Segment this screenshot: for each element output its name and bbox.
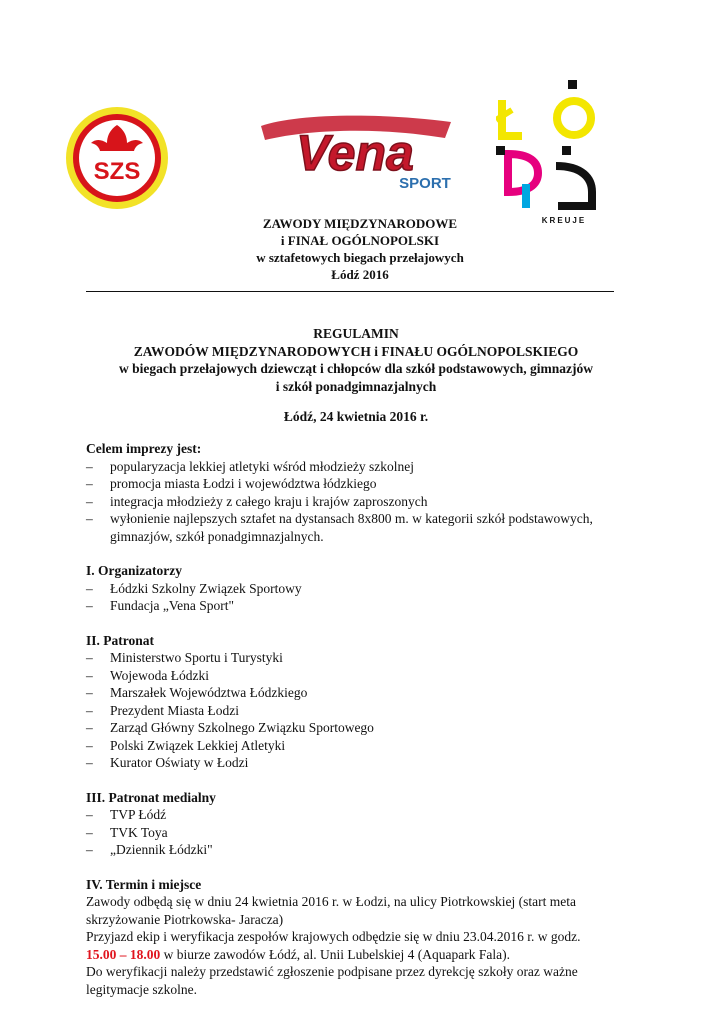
document-header — [150, 215, 570, 283]
list-item: – Łódzki Szkolny Związek Sportowy — [86, 580, 642, 598]
arrival-time: 15.00 – 18.00 — [86, 946, 161, 962]
document-body — [86, 440, 642, 998]
venue-heading: IV. Termin i miejsce — [86, 876, 202, 892]
header-line-3: w sztafetowych biegach przełajowych — [256, 250, 464, 265]
header-line-2: i FINAŁ OGÓLNOPOLSKI — [280, 233, 440, 248]
organizers-heading: I. Organizatorzy — [86, 563, 182, 578]
list-item: – Marszałek Województwa Łódzkiego — [86, 684, 642, 702]
list-item: – Zarząd Główny Szkolnego Związku Sportowego — [86, 719, 642, 737]
regulations-line-2: ZAWODÓW MIĘDZYNARODOWYCH i FINAŁU OGÓLNOPOLSKIEGO — [133, 343, 579, 359]
regulations-line-3: w biegach przełajowych dziewcząt i chłopców dla szkół podstawowych, gimnazjów — [119, 361, 593, 376]
patronage-list — [86, 649, 642, 772]
list-item: – Polski Związek Lekkiej Atletyki — [86, 737, 642, 755]
vena-logo-sub: SPORT — [399, 175, 451, 192]
goals-list — [86, 458, 642, 546]
arrival-text: Przyjazd ekip i weryfikacja zespołów krajowych odbędzie się w dniu 23.04.2016 r. w godz. — [86, 929, 581, 944]
venue-paragraph-2 — [86, 928, 642, 963]
list-item: – Prezydent Miasta Łodzi — [86, 702, 642, 720]
patronage-heading: II. Patronat — [86, 632, 155, 648]
organizers-list — [86, 580, 642, 615]
goals-heading: Celem imprezy jest: — [86, 441, 202, 456]
list-item: – Wojewoda Łódzki — [86, 667, 642, 685]
document-date: Łódź, 24 kwietnia 2016 r. — [283, 409, 429, 424]
list-item: – TVK Toya — [86, 824, 642, 842]
arrival-location: w biurze zawodów Łódź, al. Unii Lubelskiej 4 (Aquapark Fala). — [160, 946, 511, 962]
list-item: – integracja młodzieży z całego kraju i krajów zaproszonych — [86, 493, 642, 511]
header-line-1: ZAWODY MIĘDZYNARODOWE — [262, 216, 458, 231]
szs-logo-text: SZS — [93, 158, 141, 185]
regulations-line-1: REGULAMIN — [313, 326, 399, 341]
vena-sport-logo — [255, 112, 455, 194]
regulations-title — [86, 325, 626, 395]
header-divider — [86, 291, 614, 292]
venue-paragraph-1: Zawody odbędą się w dniu 24 kwietnia 2016 r. w Łodzi, na ulicy Piotrkowskiej (start meta skrzyżowanie Piotrkowska- Jaracza) — [86, 894, 577, 927]
szs-logo — [64, 105, 170, 211]
header-line-4: Łódź 2016 — [331, 267, 389, 282]
list-item: – Ministerstwo Sportu i Turystyki — [86, 649, 642, 667]
list-item: – TVP Łódź — [86, 806, 642, 824]
list-item: – Kurator Oświaty w Łodzi — [86, 754, 642, 772]
venue-paragraph-3: Do weryfikacji należy przedstawić zgłoszenie podpisane przez dyrekcję szkoły oraz ważne legitymacje szkolne. — [86, 964, 578, 997]
lodz-logo-sub: KREUJE — [541, 216, 587, 225]
lodz-kreuje-logo — [496, 80, 604, 226]
list-item: – popularyzacja lekkiej atletyki wśród młodzieży szkolnej — [86, 458, 642, 476]
regulations-line-4: i szkół ponadgimnazjalnych — [275, 378, 437, 394]
list-item: – Fundacja „Vena Sport" — [86, 597, 642, 615]
list-item: – wyłonienie najlepszych sztafet na dystansach 8x800 m. w kategorii szkół podstawowych, gimnazjów, szkół ponadgimnazjalnych. — [86, 510, 642, 545]
media-list — [86, 806, 642, 859]
vena-logo-word: Vena — [296, 125, 414, 181]
list-item: – promocja miasta Łodzi i województwa łódzkiego — [86, 475, 642, 493]
media-heading: III. Patronat medialny — [86, 789, 216, 805]
list-item: – „Dziennik Łódzki" — [86, 841, 642, 859]
